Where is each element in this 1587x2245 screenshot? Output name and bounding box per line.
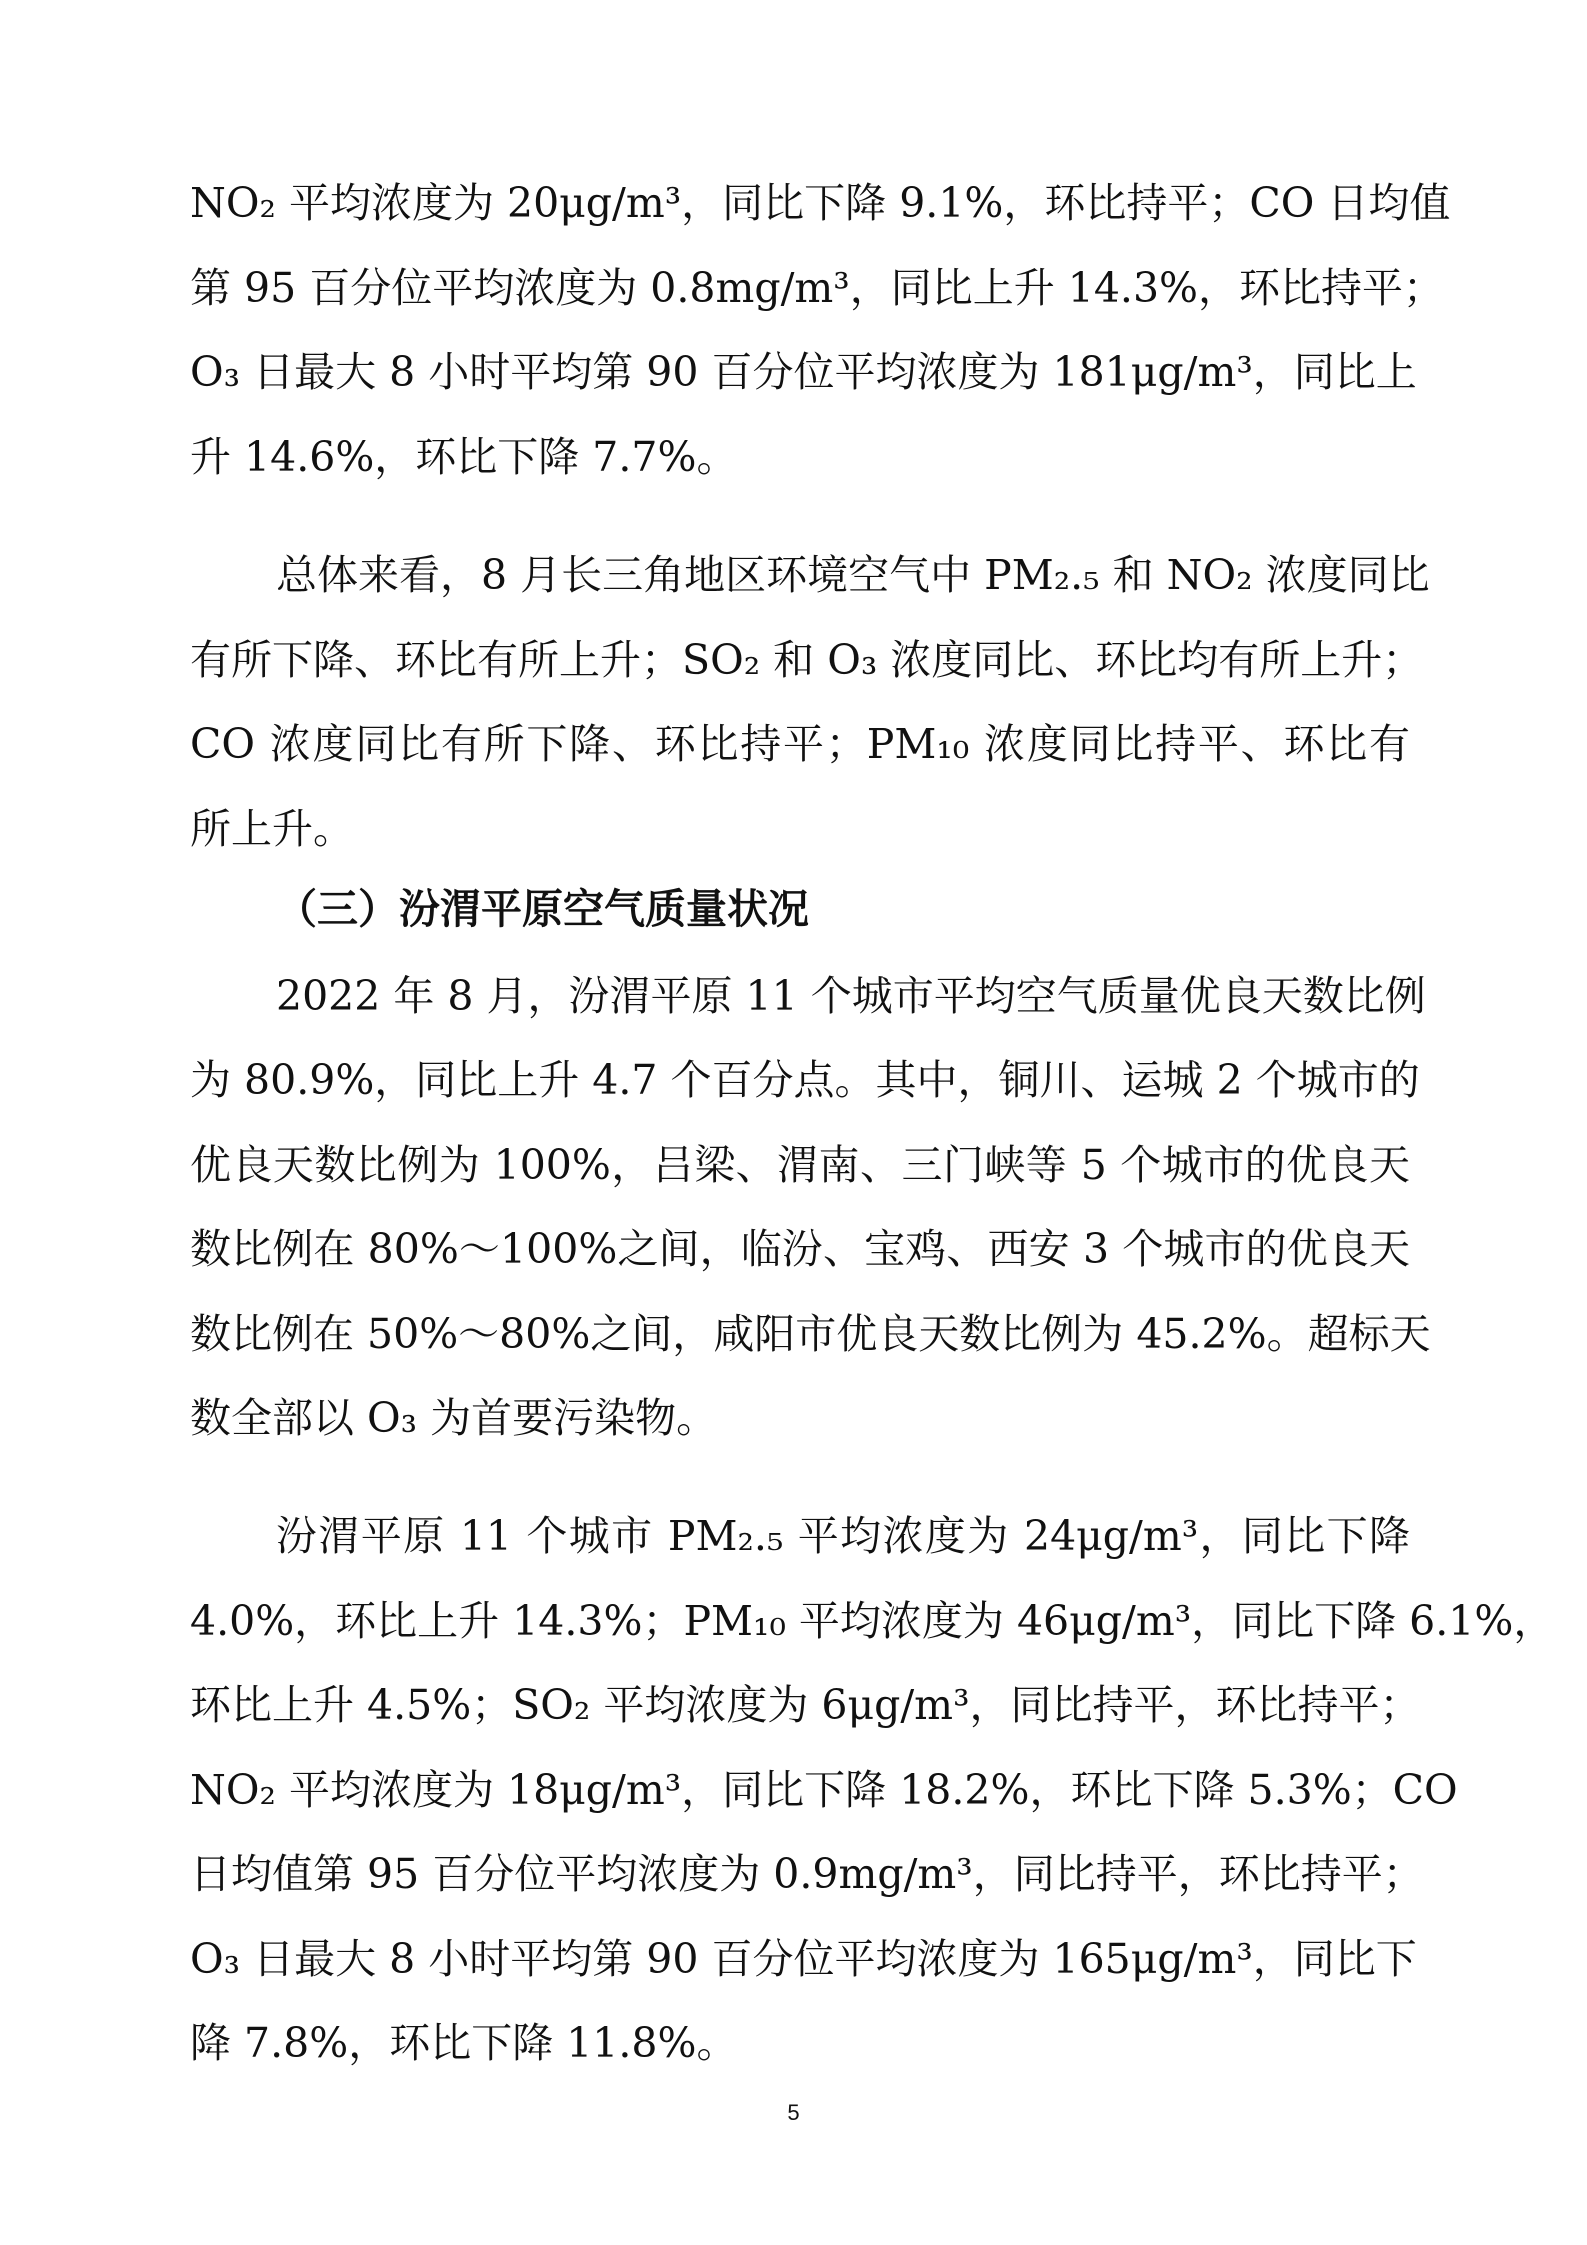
text-line: O₃ 日最大 8 小时平均第 90 百分位平均浓度为 181μg/m³，同比上 xyxy=(190,348,1417,396)
text-line: 数全部以 O₃ 为首要污染物。 xyxy=(190,1394,718,1442)
text-line: 优良天数比例为 100%，吕梁、渭南、三门峡等 5 个城市的优良天 xyxy=(190,1141,1410,1189)
section-heading: （三）汾渭平原空气质量状况 xyxy=(276,885,809,933)
text-line: 第 95 百分位平均浓度为 0.8mg/m³，同比上升 14.3%，环比持平； xyxy=(190,264,1445,312)
text-line: 汾渭平原 11 个城市 PM₂.₅ 平均浓度为 24μg/m³，同比下降 xyxy=(276,1512,1410,1560)
page-number: 5 xyxy=(787,2100,800,2125)
text-line: O₃ 日最大 8 小时平均第 90 百分位平均浓度为 165μg/m³，同比下 xyxy=(190,1935,1417,1983)
text-line: 所上升。 xyxy=(190,805,354,853)
text-line: 降 7.8%，环比下降 11.8%。 xyxy=(190,2019,738,2067)
text-line: 数比例在 50%～80%之间，咸阳市优良天数比例为 45.2%。超标天 xyxy=(190,1310,1431,1358)
text-line: 2022 年 8 月，汾渭平原 11 个城市平均空气质量优良天数比例 xyxy=(276,972,1426,1020)
text-line: NO₂ 平均浓度为 20μg/m³，同比下降 9.1%，环比持平；CO 日均值 xyxy=(190,179,1451,227)
text-line: CO 浓度同比有所下降、环比持平；PM₁₀ 浓度同比持平、环比有 xyxy=(190,720,1410,768)
text-line: 数比例在 80%～100%之间，临汾、宝鸡、西安 3 个城市的优良天 xyxy=(190,1225,1410,1273)
text-line: 为 80.9%，同比上升 4.7 个百分点。其中，铜川、运城 2 个城市的 xyxy=(190,1056,1420,1104)
text-line: 有所下降、环比有所上升；SO₂ 和 O₃ 浓度同比、环比均有所上升； xyxy=(190,636,1424,684)
text-line: 总体来看，8 月长三角地区环境空气中 PM₂.₅ 和 NO₂ 浓度同比 xyxy=(276,551,1430,599)
text-line: 环比上升 4.5%；SO₂ 平均浓度为 6μg/m³，同比持平，环比持平； xyxy=(190,1681,1421,1729)
text-line: 4.0%，环比上升 14.3%；PM₁₀ 平均浓度为 46μg/m³，同比下降 6.1%， xyxy=(190,1597,1555,1645)
text-line: 升 14.6%，环比下降 7.7%。 xyxy=(190,433,738,481)
text-line: NO₂ 平均浓度为 18μg/m³，同比下降 18.2%，环比下降 5.3%；CO xyxy=(190,1766,1458,1814)
text-line: 日均值第 95 百分位平均浓度为 0.9mg/m³，同比持平，环比持平； xyxy=(190,1850,1424,1898)
